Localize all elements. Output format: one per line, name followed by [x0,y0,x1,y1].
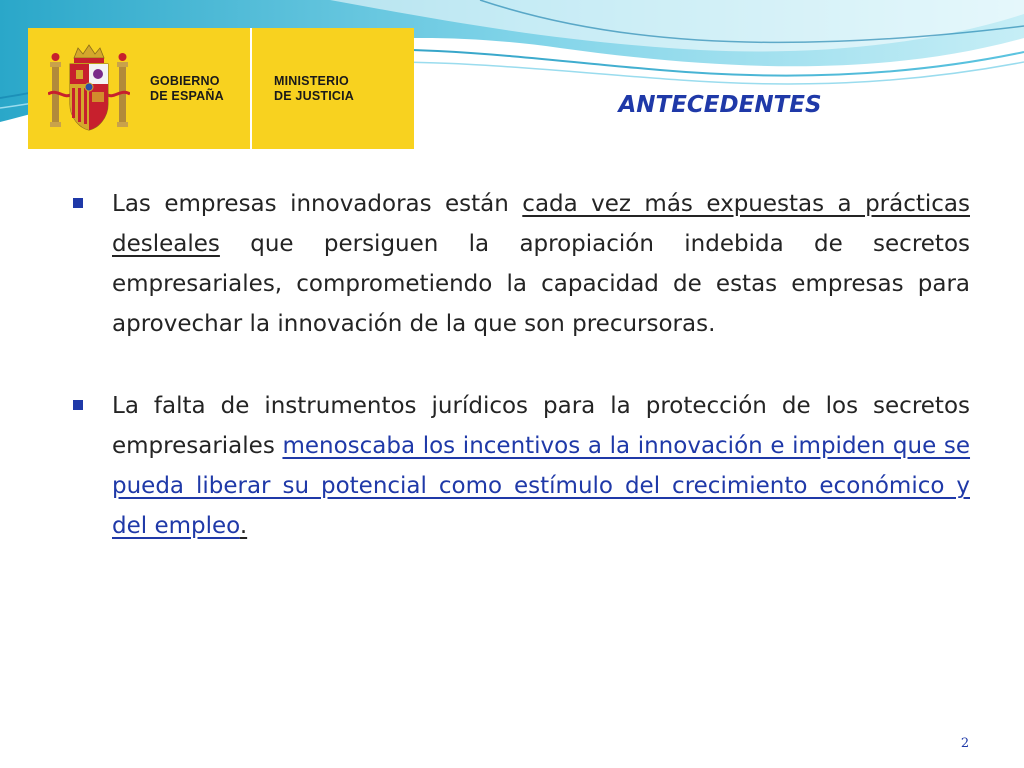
page-number: 2 [960,736,970,751]
logo-divider [250,28,252,149]
slide-title: ANTECEDENTES [618,92,822,118]
bullet-period: . [239,513,248,539]
square-bullet-icon [73,400,83,410]
bullet-text: La falta de instrumentos jurídicos para la protección de los secretos empresariales [112,393,970,459]
bullet-underlined-text: menoscaba los incentivos a la innovación e impiden que se pueda liberar su potencial como estímulo del crecimiento económico y del empleo [112,433,971,539]
bullet-item [70,386,970,546]
square-bullet-icon [73,198,83,208]
bullet-underlined-text: cada vez más expuestas a prácticas desleales [112,191,970,257]
government-logo [28,28,414,149]
coat-of-arms-icon [48,42,130,136]
bullet-list [70,184,970,546]
ministry-label: MINISTERIO DE JUSTICIA [274,74,354,103]
government-label: GOBIERNO DE ESPAÑA [150,74,224,103]
bullet-item [70,184,970,344]
bullet-text: Las empresas innovadoras están [112,191,523,217]
bullet-text: que persiguen la apropiación indebida de secretos empresariales, comprometiendo la capacidad de estas empresas para aprovechar la innovación de la que son precursoras. [112,231,970,337]
